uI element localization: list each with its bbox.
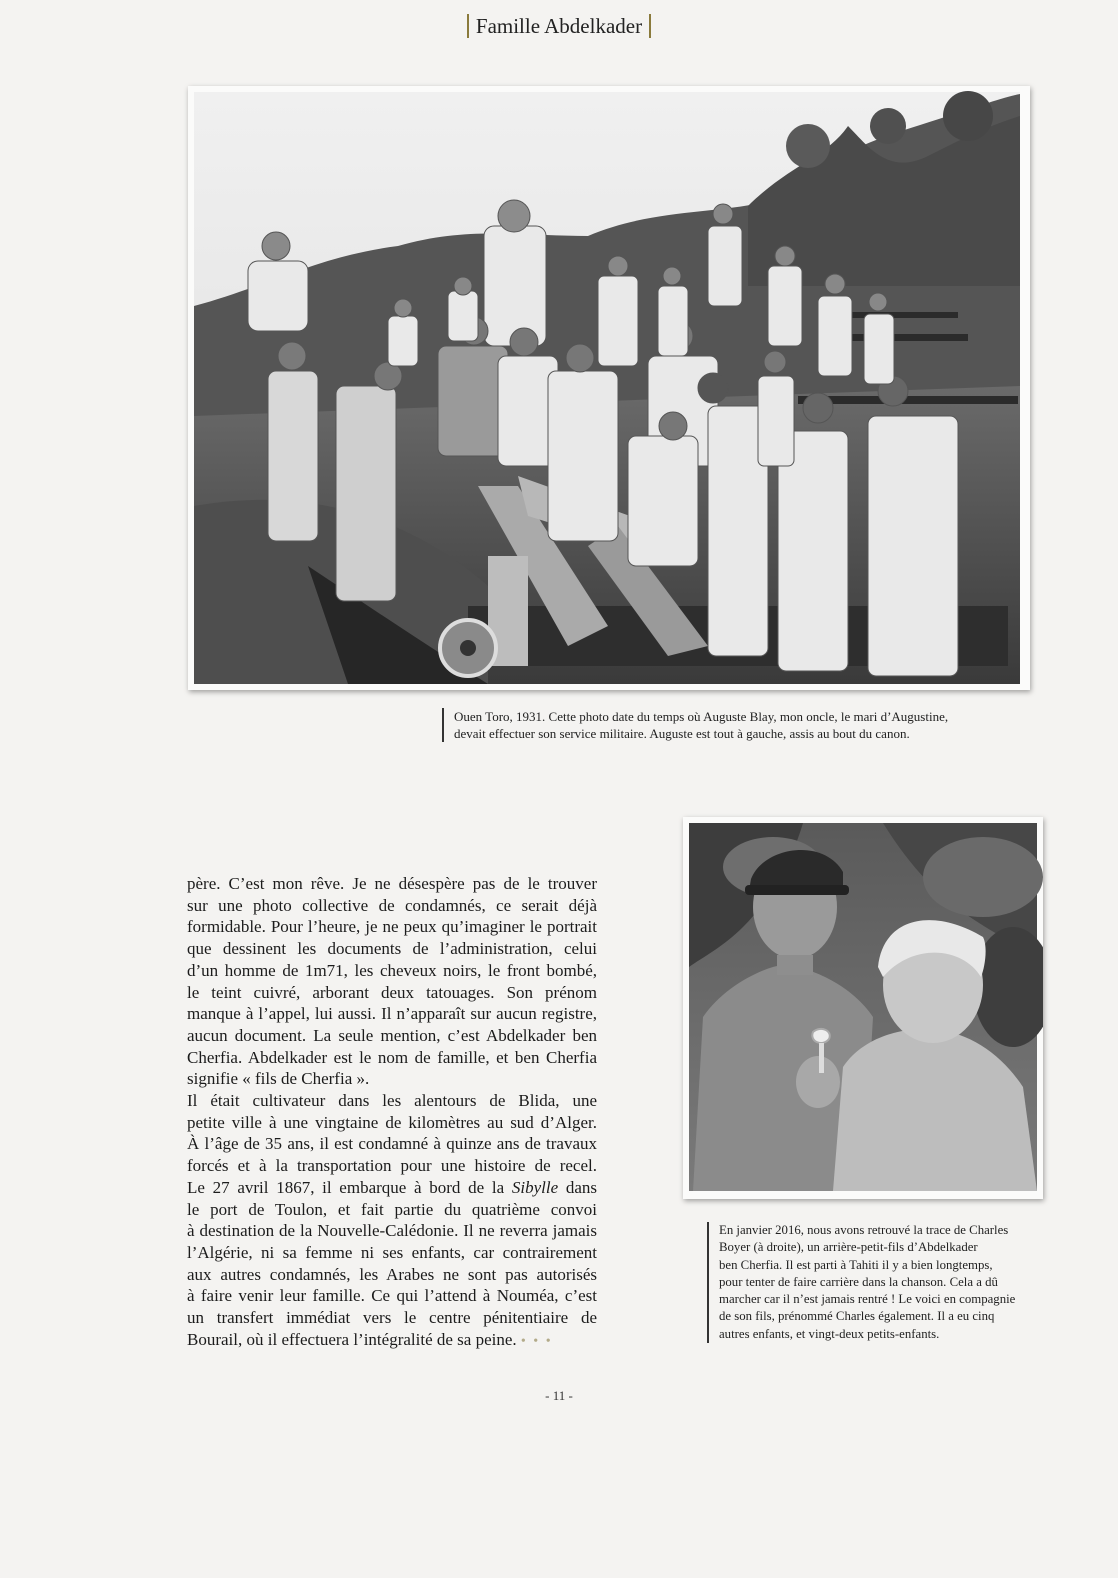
caption-line: En janvier 2016, nous avons retrouvé la trace de Charles xyxy=(719,1223,1009,1237)
caption-line: devait effectuer son service militaire. Auguste est tout à gauche, assis au bout du canon. xyxy=(454,726,910,741)
photo-charles-boyer-image xyxy=(683,817,1043,1199)
body-line: À l’âge de 35 ans, il est condamné à quinze ans de travaux xyxy=(187,1134,597,1154)
body-line: manque à l’appel, lui aussi. Il n’apparaît sur aucun registre, xyxy=(187,1004,597,1024)
header-title: Famille Abdelkader xyxy=(475,14,643,38)
caption-line: Boyer (à droite), un arrière-petit-fils d’Abdelkader xyxy=(719,1240,978,1255)
photo-soldiers-caption xyxy=(442,708,948,742)
caption-line: marcher car il n’est jamais rentré ! Le voici en compagnie xyxy=(719,1292,1016,1307)
photo-charles-boyer-caption xyxy=(707,1222,1015,1343)
body-line: un transfert immédiat vers le centre pénitentiaire de xyxy=(187,1308,597,1328)
body-line: que dessinent les documents de l’administration, celui xyxy=(187,939,597,959)
body-line: signifie « fils de Cherfia ». xyxy=(187,1069,370,1089)
body-line: à faire venir leur famille. Ce qui l’attend à Nouméa, c’est xyxy=(187,1286,597,1306)
body-line-ship xyxy=(187,1177,597,1199)
body-line: formidable. Pour l’heure, je ne peux qu’imaginer le portrait xyxy=(187,917,597,937)
caption-line: Ouen Toro, 1931. Cette photo date du temps où Auguste Blay, mon oncle, le mari d’Augustine, xyxy=(454,709,949,724)
caption-line: pour tenter de faire carrière dans la chanson. Cela a dû xyxy=(719,1274,998,1289)
body-line: père. C’est mon rêve. Je ne désespère pas de le trouver xyxy=(187,874,597,893)
ship-name: Sibylle xyxy=(511,1177,559,1197)
body-line: Cherfia. Abdelkader est le nom de famille, et ben Cherfia xyxy=(187,1047,597,1067)
body-line-start: Le 27 avril 1867, il embarque à bord de la xyxy=(187,1177,505,1197)
header-rule-right xyxy=(649,14,651,38)
body-line: sur une photo collective de condamnés, ce serait déjà xyxy=(187,895,597,915)
body-line: aucun document. La seule mention, c’est Abdelkader ben xyxy=(187,1025,597,1045)
body-text xyxy=(187,873,597,1352)
body-line: aux autres condamnés, les Arabes ne sont pas autorisés xyxy=(187,1264,597,1284)
body-line: Il était cultivateur dans les alentours de Blida, une xyxy=(187,1091,597,1111)
caption-line: ben Cherfia. Il est parti à Tahiti il y a bien longtemps, xyxy=(719,1257,993,1272)
end-mark: • • • xyxy=(520,1333,553,1349)
body-line: petite ville à une vingtaine de kilomètres au sud d’Alger. xyxy=(187,1112,597,1132)
body-line: Bourail, où il effectuera l’intégralité de sa peine. xyxy=(187,1329,517,1349)
caption-line: de son fils, prénommé Charles également. Il a eu cinq xyxy=(719,1309,995,1324)
caption-line: autres enfants, et vingt-deux petits-enfants. xyxy=(719,1326,940,1341)
body-line: d’un homme de 1m71, les cheveux noirs, le front bombé, xyxy=(187,960,597,980)
body-line: le port de Toulon, et fait partie du quatrième convoi xyxy=(187,1199,597,1219)
photo-charles-boyer xyxy=(683,817,1043,1199)
running-header xyxy=(0,14,1118,39)
body-line-last xyxy=(187,1329,597,1353)
body-line: l’Algérie, ni sa femme ni ses enfants, car contrairement xyxy=(187,1242,597,1262)
header-rule-left xyxy=(467,14,469,38)
body-line: à destination de la Nouvelle-Calédonie. Il ne reverra jamais xyxy=(187,1221,597,1241)
page-number: - 11 - xyxy=(545,1388,573,1403)
body-line: forcés et à la transportation pour une histoire de recel. xyxy=(187,1156,597,1176)
photo-soldiers-image xyxy=(188,86,1030,690)
body-line-end: dans xyxy=(558,1177,597,1197)
photo-soldiers-cannon xyxy=(188,86,1030,690)
body-line: le teint cuivré, arborant deux tatouages. Son prénom xyxy=(187,982,597,1002)
